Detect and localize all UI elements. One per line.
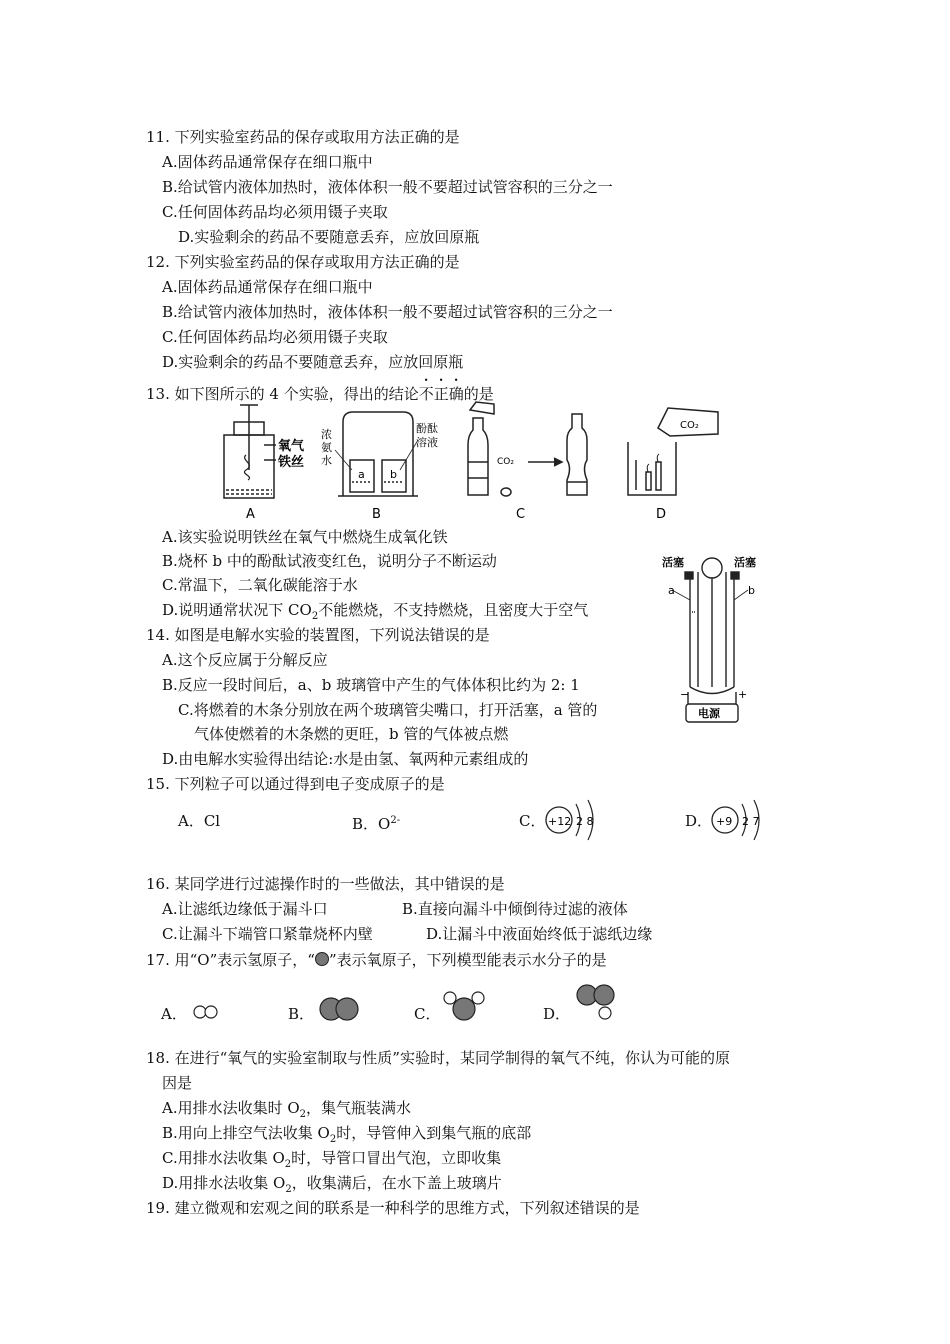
tube-b-label: b — [748, 584, 755, 597]
q18-option-a-sub: 2 — [299, 1109, 307, 1120]
q17-stem-pre: 17. 用“O”表示氢原子，“ — [146, 951, 315, 969]
q12-option-b: B.给试管内液体加热时，液体体积一般不要超过试管容积的三分之一 — [162, 303, 613, 321]
q13-figure — [210, 400, 730, 525]
q11-option-c: C.任何固体药品均必须用镊子夹取 — [162, 203, 388, 221]
power-label: 电源 — [698, 707, 720, 720]
q13-option-b: B.烧杯 b 中的酚酞试液变红色，说明分子不断运动 — [162, 552, 497, 570]
q16-stem: 16. 某同学进行过滤操作时的一些做法，其中错误的是 — [146, 875, 505, 893]
oxygen-atom-icon — [315, 952, 329, 966]
q17-model-c — [442, 990, 488, 1022]
q19-stem: 19. 建立微观和宏观之间的联系是一种科学的思维方式，下列叙述错误的是 — [146, 1199, 640, 1217]
q17-option-d: D． — [543, 1005, 571, 1023]
q13-option-a: A.该实验说明铁丝在氧气中燃烧生成氧化铁 — [162, 528, 448, 546]
q13-option-c-text: C.常温下，二氧化碳能溶于水 — [162, 576, 358, 594]
q18-option-d-post: ，收集满后，在水下盖上玻璃片 — [291, 1174, 502, 1192]
q14-stem: 14. 如图是电解水实验的装置图，下列说法错误的是 — [146, 626, 490, 644]
figure-c-bottles — [468, 402, 587, 496]
figure-a-gas-jar — [224, 405, 276, 498]
d-nucleus: +9 — [716, 815, 733, 828]
q18-option-c-pre: C.用排水法收集 O — [162, 1149, 285, 1167]
c-shells: 2 8 — [576, 815, 594, 828]
q16-option-c: C.让漏斗下端管口紧靠烧杯内壁 — [162, 925, 373, 943]
q13-stem-post: 的是 — [463, 385, 494, 403]
q18-option-c — [162, 1148, 501, 1175]
figure-b-ammonia-2: 氨 — [321, 441, 332, 454]
minus-label: − — [680, 688, 690, 701]
q13-option-d-pre: D.说明通常状况下 CO — [162, 601, 312, 619]
q15-option-a: A．Cl — [178, 812, 221, 830]
q12-option-d: D.实验剩余的药品不要随意丢弃，应放回原瓶 — [162, 353, 464, 371]
figure-d-co2-label: CO₂ — [680, 420, 699, 431]
q18-option-b-post: 时，导管伸入到集气瓶的底部 — [336, 1124, 532, 1142]
figure-a-oxygen-label: 氧气 — [278, 439, 305, 454]
figure-d-beaker — [628, 408, 718, 495]
q13-stem-emph: 不正确 — [418, 385, 464, 403]
q17-model-d — [574, 983, 620, 1021]
q16-option-a: A.让滤纸边缘低于漏斗口 — [162, 900, 328, 918]
q17-model-b — [318, 996, 362, 1022]
figure-b-beaker-a: a — [358, 468, 365, 481]
figure-b-bell-jar — [335, 412, 418, 496]
q18-option-d — [162, 1173, 502, 1200]
q16-option-d: D.让漏斗中液面始终低于滤纸边缘 — [426, 925, 653, 943]
q18-option-b — [162, 1123, 531, 1150]
q18-option-a-pre: A.用排水法收集时 O — [162, 1099, 300, 1117]
q18-option-d-pre: D.用排水法收集 O — [162, 1174, 286, 1192]
q18-stem-line2: 因是 — [162, 1074, 193, 1092]
q15-option-d: D． — [685, 812, 713, 830]
q14-option-c-line2: 气体使燃着的木条燃的更旺，b 管的气体被点燃 — [194, 725, 509, 743]
q11-option-a: A.固体药品通常保存在细口瓶中 — [162, 153, 373, 171]
q15-option-c-diagram — [544, 796, 614, 840]
q14-option-b: B.反应一段时间后，a、b 玻璃管中产生的气体体积比约为 2: 1 — [162, 676, 580, 694]
plus-label: + — [738, 688, 748, 701]
figure-b-beaker-b: b — [390, 468, 397, 481]
q17-option-a: A． — [161, 1005, 187, 1023]
q14-option-a: A.这个反应属于分解反应 — [162, 651, 328, 669]
c-nucleus: +12 — [548, 815, 572, 828]
q12-option-c: C.任何固体药品均必须用镊子夹取 — [162, 328, 388, 346]
q18-option-d-sub: 2 — [285, 1184, 292, 1195]
q13-option-d — [162, 600, 588, 627]
figure-b-phenol-1: 酚酞 — [416, 422, 438, 435]
valve-right-label: 活塞 — [734, 556, 756, 569]
q12-option-a: A.固体药品通常保存在细口瓶中 — [162, 278, 373, 296]
q12-stem: 12. 下列实验室药品的保存或取用方法正确的是 — [146, 253, 460, 271]
figure-a-wire-label: 铁丝 — [278, 455, 305, 470]
figure-d-label: D — [656, 507, 667, 522]
q18-option-b-sub: 2 — [329, 1134, 337, 1145]
q17-option-c: C． — [414, 1005, 441, 1023]
q11-stem: 11. 下列实验室药品的保存或取用方法正确的是 — [146, 128, 460, 146]
figure-c-co2-label: CO₂ — [497, 457, 514, 467]
q18-option-b-pre: B.用向上排空气法收集 O — [162, 1124, 330, 1142]
q14-electrolysis-figure — [652, 552, 772, 732]
q17-option-b: B． — [288, 1005, 315, 1023]
q18-option-a — [162, 1098, 411, 1125]
q17-stem — [146, 950, 607, 970]
q15-option-b-text: B．O — [352, 815, 391, 833]
q18-option-a-post: ，集气瓶装满水 — [306, 1099, 412, 1117]
q13-stem-pre: 13. 如下图所示的 4 个实验，得出的结论 — [146, 385, 419, 403]
figure-b-phenol-2: 溶液 — [416, 436, 438, 449]
q18-option-c-sub: 2 — [284, 1159, 292, 1170]
d-shells: 2 7 — [742, 815, 760, 828]
q13-option-d-sub: 2 — [311, 611, 319, 622]
figure-b-label: B — [372, 507, 381, 522]
q11-option-b: B.给试管内液体加热时，液体体积一般不要超过试管容积的三分之一 — [162, 178, 613, 196]
q17-stem-post: ”表示氧原子，下列模型能表示水分子的是 — [328, 951, 607, 969]
valve-left-label: 活塞 — [662, 556, 684, 569]
q15-option-c: C． — [519, 812, 546, 830]
q15-option-b-sup: 2- — [390, 815, 401, 826]
q15-stem: 15. 下列粒子可以通过得到电子变成原子的是 — [146, 775, 445, 793]
q15-option-b — [352, 811, 400, 834]
figure-b-ammonia-1: 浓 — [321, 428, 332, 441]
tube-a-label: a — [668, 584, 675, 597]
q17-model-a — [192, 1004, 222, 1020]
q14-option-c-line1: C.将燃着的木条分别放在两个玻璃管尖嘴口，打开活塞，a 管的 — [178, 701, 598, 719]
figure-c-label: C — [516, 507, 526, 522]
q14-option-d: D.由电解水实验得出结论:水是由氢、氧两种元素组成的 — [162, 750, 529, 768]
q18-stem-line1: 18. 在进行“氧气的实验室制取与性质”实验时，某同学制得的氧气不纯，你认为可能的原 — [146, 1049, 730, 1067]
q15-option-d-diagram — [710, 796, 780, 840]
q18-option-c-post: 时，导管口冒出气泡，立即收集 — [291, 1149, 502, 1167]
q13-option-d-post: 不能燃烧，不支持燃烧，且密度大于空气 — [318, 601, 589, 619]
q16-option-b: B.直接向漏斗中倾倒待过滤的液体 — [402, 900, 628, 918]
q11-option-d: D.实验剩余的药品不要随意丢弃，应放回原瓶 — [178, 228, 480, 246]
figure-a-label: A — [246, 507, 255, 522]
q13-option-c — [162, 575, 358, 595]
figure-b-ammonia-3: 水 — [321, 454, 332, 467]
